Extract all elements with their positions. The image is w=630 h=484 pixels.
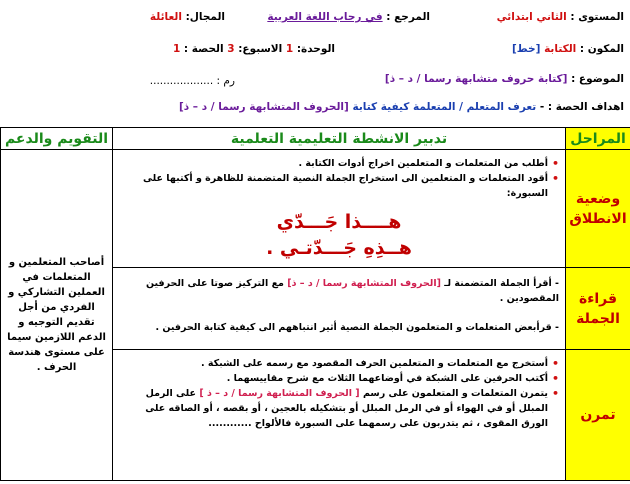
example-sentence-1: هــــذا جَـــدّي	[276, 211, 402, 233]
header-evaluation: التقويم والدعم	[1, 128, 113, 150]
activities-practice	[113, 350, 566, 481]
level-label: المستوى :	[570, 11, 624, 23]
session-value: 1	[172, 43, 181, 55]
stage-reading: قراءة الجملة	[566, 268, 630, 350]
goal-text: تعرف المتعلم / المتعلمة كيفية كتابة	[352, 101, 537, 113]
reference-value: في رحاب اللغة العربية	[267, 11, 383, 23]
table-header-row	[1, 128, 630, 150]
domain-field	[150, 10, 225, 24]
topic-field	[385, 72, 624, 86]
header-stages: المراحل	[566, 128, 630, 150]
domain-value: العائلة	[149, 11, 182, 23]
domain-label: المجال:	[185, 11, 225, 23]
goal-field	[179, 100, 624, 114]
unit-week-session	[173, 42, 335, 56]
list-item: • أكتب الحرفين على الشبكة في أوضاعهما الثلاث مع شرح مقاييسهما .	[119, 371, 559, 386]
table-row	[1, 150, 630, 268]
list-item: • يتمرن المتعلمات و المتعلمون على رسم [ الحروف المتشابهة رسما / د – ذ ] على الرمل المبلل أو في الهواء أو في الرمل المبلل أو بتشكيله بالعجين ، أو بقصه ، أو الصاقه على الورق المقوى ، ثم يتدربون على رسمهما على السبورة فالألواح ............	[119, 386, 559, 431]
reading-item-2: - قرأبعض المتعلمات و المتعلمون الجملة النصية أثير انتباههم الى كيفية كتابة الحرفين .	[155, 322, 559, 333]
list-item: • أستخرج مع المتعلمات و المتعلمين الحرف المقصود مع رسمه على الشبكة .	[119, 356, 559, 371]
header-activities: تدبير الانشطة التعليمية التعلمية	[113, 128, 566, 150]
code-dots: ...................	[149, 75, 214, 87]
stage-practice: تمرن	[566, 350, 630, 481]
week-value: 3	[227, 43, 235, 55]
list-item: • أقود المتعلمات و المتعلمين الى استخراج الجملة النصية المتضمنة للظاهرة و أكتبها على السبورة:	[119, 171, 559, 201]
level-value: الثاني ابتدائي	[496, 11, 567, 23]
practice-item-value: [ الحروف المتشابهة رسما / د – ذ ]	[199, 388, 360, 399]
reference-label: المرجع :	[386, 11, 430, 23]
example-sentence-2: هــذِهِ جَـــدّتـي .	[266, 237, 412, 259]
unit-value: 1	[285, 43, 294, 55]
goal-value: [الحروف المتشابهة رسما / د – ذ]	[178, 101, 349, 113]
reference-field	[267, 10, 430, 24]
session-label: الحصة :	[183, 43, 224, 55]
stage-start: وضعية الانطلاق	[566, 150, 630, 268]
component-label: المكون :	[579, 43, 624, 55]
component-value: الكتابة	[544, 43, 577, 55]
activities-start	[113, 150, 566, 268]
evaluation-cell: أصاحب المتعلمين و المتعلمات في العملين التشاركي و الفردي من أجل تقديم التوجيه و الدعم اللازمين سيما على مستوى هندسة الحرف .	[1, 150, 113, 481]
component-field	[512, 42, 624, 56]
level-field	[497, 10, 624, 24]
week-label: الاسبوع:	[238, 43, 283, 55]
reading-item-1: - أقرأ الجملة المتضمنة لـ [الحروف المتشابهة رسما / د – ذ] مع التركيز صوتا على الحرفين المقصودين .	[145, 278, 559, 304]
component-extra: [خط]	[511, 43, 541, 55]
topic-label: الموضوع :	[571, 73, 624, 85]
goal-label: اهداف الحصة : -	[539, 101, 624, 113]
code-label: رم :	[216, 75, 235, 87]
activities-reading	[113, 268, 566, 350]
code-field	[150, 74, 235, 88]
list-item: • أطلب من المتعلمات و المتعلمين اخراج أدوات الكتابة .	[119, 156, 559, 171]
reading-item-1-value: [الحروف المتشابهة رسما / د – ذ]	[287, 278, 441, 289]
lesson-table	[0, 127, 630, 481]
unit-label: الوحدة:	[296, 43, 335, 55]
topic-value: [كتابة حروف متشابهة رسما / د – ذ]	[384, 73, 568, 85]
